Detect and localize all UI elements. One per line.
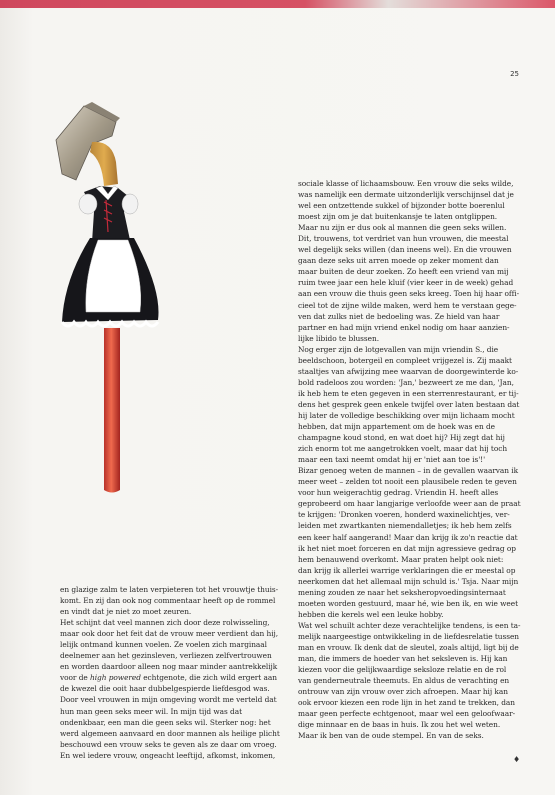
text-line: Het schijnt dat veel mannen zich door deze rolwisseling, [60,618,270,628]
text-line: Maar nu zijn er dus ook al mannen die geen seks willen. [298,223,507,233]
text-line: ondenkbaar, een man die geen seks wil. Sterker nog: het [60,717,271,727]
text-line: ik het niet moet forceren en dat mijn agressieve gedrag op [298,543,516,553]
text-line: en glazige zalm te laten verpieteren tot het vrouwtje thuis- [60,585,279,594]
text-line: hebben, dat mijn appartement om de hoek was en de [298,422,495,432]
end-of-article-icon: ♦ [513,755,521,764]
text-line: aan een vrouw die thuis geen seks kreeg. Toen hij haar offi- [298,289,520,299]
text-line: melijk naargeestige ontwikkeling in de liefdesrelatie tussen [298,631,520,641]
text-line: en worden daardoor alleen nog maar minder aantrekkelijk [60,662,278,672]
text-line: Bizar genoeg weten de mannen – in de gevallen waarvan ik [298,466,519,476]
text-line: moest zijn om je dat buitenkansje te laten ontglippen. [298,212,498,222]
text-line: hem benauwend overkomt. Maar praten helpt ook niet: [298,554,504,564]
text-line: man en vrouw. Ik denk dat de sleutel, zoals altijd, ligt bij de [298,642,519,652]
text-line: zich enorm tot me aangetrokken voelt, maar dat hij toch [298,444,508,454]
text-line: komt. En zij dan ook nog commentaar heeft op de rommel [60,596,276,606]
text-line: voor de high powered echtgenote, die zich wild ergert aan [60,673,277,683]
text-line: lijke libido te blussen. [298,333,379,343]
text-line: van genderneutrale theemuts. En aldus de verachting en [298,676,510,686]
text-line: maar ook door het feit dat de vrouw meer verdient dan hij, [60,629,279,639]
text-line: beeldschoon, botergeil en compleet vrijgezel is. Zij maakt [298,355,512,365]
text-line: gaan deze seks uit arren moede op zeker moment dan [298,256,499,266]
text-line: champagne koud stond, en wat doet hij? Hij zegt dat hij [298,433,505,443]
text-line: neerkomen dat het allemaal mijn schuld is.' Tsja. Naar mijn [298,576,519,586]
text-line: hun man geen seks meer wil. In mijn tijd was dat [60,706,243,716]
text-line: Wat wel schuilt achter deze verachtelijke tendens, is een ta- [298,620,521,630]
text-line: was namelijk een dermate uitzonderlijk verschijnsel dat je [298,190,514,200]
text-line: en vindt dat je niet zo moet zeuren. [60,607,192,617]
text-line: dige minnaar en de baas in huis. Ik zou het wel weten. [298,720,501,730]
text-line: dens het gesprek geen enkele twijfel over laten bestaan dat [298,399,520,409]
text-line: voor hun weigerachtig gedrag. Vriendin H. heeft alles [298,488,499,498]
text-line: deelnemer aan het gezinsleven, verliezen zelfvertrouwen [60,651,272,661]
text-line: ven dat zulks niet de bedoeling was. Ze hield van haar [298,311,500,321]
text-line: lelijk ontmand kunnen voelen. Ze voelen zich marginaal [60,640,267,650]
text-line: Nog erger zijn de lotgevallen van mijn vriendin S., die [298,344,499,354]
article-column-right [298,178,521,741]
text-line: Maar ik ben van de oude stempel. En van de seks. [298,731,484,741]
text-line: sociale klasse of lichaamsbouw. Een vrouw die seks wilde, [298,179,514,188]
text-line: ruim twee jaar een hele kluif (vier keer in de week) gehad [298,278,514,288]
text-line: beschouwd een vrouw seks te geven als ze daar om vroeg. [60,739,277,749]
text-line: werd algemeen aanvaard en door mannen als heilige plicht [60,728,280,738]
text-line: wel een ontzettende sukkel of bijzonder botte boerenlul [298,201,505,211]
text-line: maar geen perfecte echtgenoot, maar wel een geloofwaar- [298,709,516,719]
text-line: ook ervoor kiezen een rode lijn in het zand te trekken, dan [298,698,515,708]
text-line: maar een taxi neemt omdat hij er 'niet aan toe is'!' [298,455,486,465]
text-line: hij later de volledige beschikking over mijn lichaam mocht [298,410,515,420]
text-line: Dit, trouwens, tot verdriet van hun vrouwen, die meestal [298,234,509,244]
text-line: kiezen voor die gelijkwaardige sekslоze relatie en de rol [298,665,507,675]
text-line: En wel iedere vrouw, ongeacht leeftijd, afkomst, inkomen, [60,750,276,760]
text-line: dan krijg ik allerlei warrige verklaringen die er meestal op [298,565,516,575]
text-line: moeten worden gestuurd, maar hé, wie ben ik, en wie weet [298,598,518,608]
text-line: mening zouden ze naar het seksheropvoedingsinternaat [298,587,506,597]
text-line: wel degelijk seks willen (dan ineens wel). En die vrouwen [298,245,512,255]
text-line: de kwezel die ooit haar dubbelgespierde liefdesgod was. [60,684,270,694]
text-line: partner en had mijn vriend enkel nodig om haar aanzien- [298,322,510,332]
text-line: te krijgen: 'Dronken voeren, honderd waxinelichtjes, ver- [298,510,510,520]
text-line: leiden met zwartkanten niemendalletjes; ik heb hem zelfs [298,521,512,531]
hammer-in-maid-dress-icon [54,100,164,495]
text-line: cieel tot de zijne wilde maken, werd hem te verstaan gege- [298,300,517,310]
article-column-left [60,584,280,761]
text-line: bold radeloos zou worden: 'Jan,' bezweert ze me dan, 'Jan, [298,377,514,387]
text-line: een keer half aangerand! Maar dan krijg ik zo'n reactie dat [298,532,518,542]
text-line: geprobeerd om haar langjarige verloofde weer aan de praat [298,499,521,509]
text-line: maar buiten de deur zoeken. Zo heeft een vriend van mij [298,267,509,277]
top-color-band [0,0,555,8]
page-number: 25 [510,70,519,78]
text-line: Door veel vrouwen in mijn omgeving wordt me verteld dat [60,695,277,705]
text-line: ik heb hem te eten gegeven in een sterrenrestaurant, er tij- [298,388,519,398]
text-line: ontrouw van zijn vrouw over zich afroepen. Maar hij kan [298,687,508,697]
text-line: hebben die kerels wel een leuke hobby. [298,609,444,619]
text-line: staaltjes van afwijzing mee waarvan de doorgewinterde ko- [298,366,519,376]
text-line: man, die immers de hoeder van het seksleven is. Hij kan [298,654,508,664]
text-line: meer weet – zelden tot nooit een plausibele reden te geven [298,477,517,487]
